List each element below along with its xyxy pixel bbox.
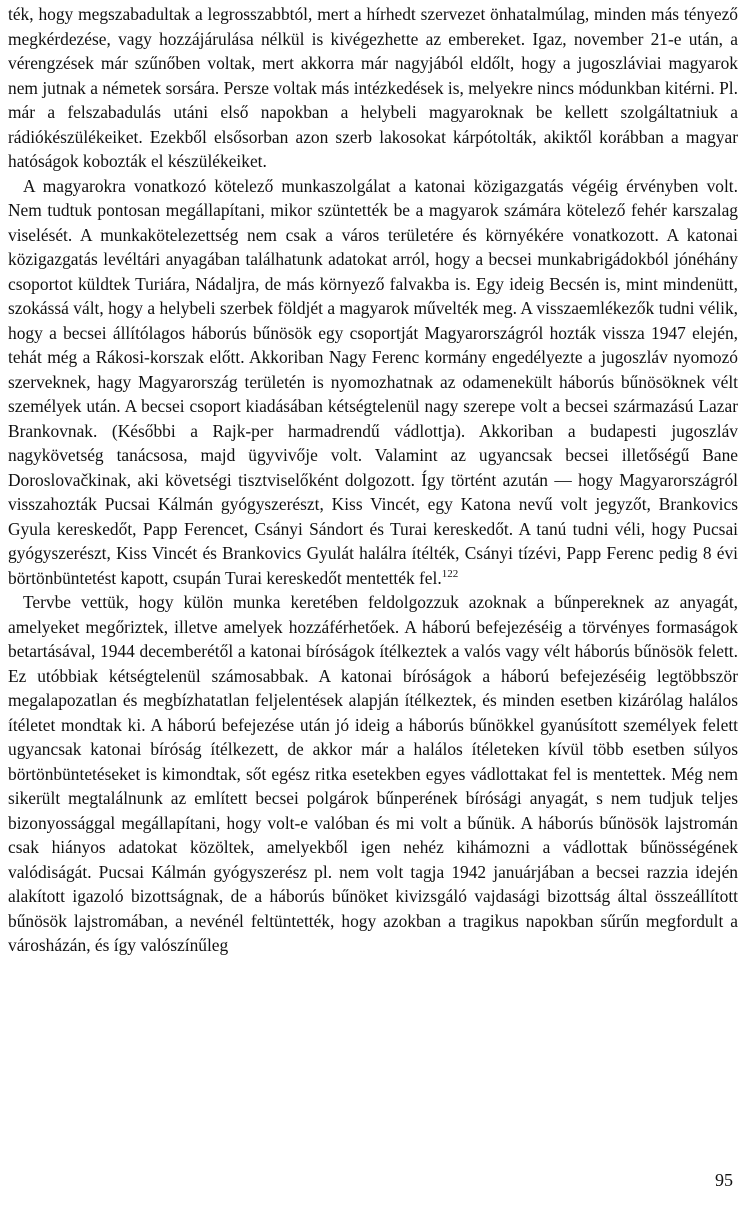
paragraph-1	[8, 2, 738, 174]
paragraph-3	[8, 590, 738, 958]
page-number: 95	[715, 1170, 733, 1190]
document-page	[8, 2, 738, 958]
paragraph-2-text: A magyarokra vonatkozó kötelező munkaszolgálat a katonai közigazgatás végéig érvényben volt. Nem tudtuk pontosan megállapítani, mikor szüntették be a magyarok számára kötelező fehér karszalag viselését. A munkakötelezettség nem csak a város területére és környékére vonatkozott. A katonai közigazgatás levéltári anyagában találhatunk adatokat arról, hogy a becsei munkabrigádokból jónéhány csoportot küldtek Turiára, Nádaljra, de más környező falvakba is. Egy ideig Becsén is, mint mindenütt, szokássá vált, hogy a helybeli szerbek földjét a magyarok művelték meg. A visszaemlékezők tudni vélik, hogy a becsei állítólagos háborús bűnösök egy csoportját Magyarországról hozták vissza 1947 elején, tehát még a Rákosi-korszak előtt. Akkoriban Nagy Ferenc kormány engedélyezte a jugoszláv nyomozó szerveknek, hagy Magyarország területén is nyomozhatnak az odamenekült háborús bűnösöknek vélt személyek után. A becsei csoport kiadásában kétségtelenül nagy szerepe volt a becsei származású Lazar Brankovnak. (Későbbi a Rajk-per harmadrendű vádlottja). Akkoriban a budapesti jugoszláv nagykövetség tanácsosa, majd ügyvivője volt. Valamint az ugyancsak becsei illetőségű Bane Doroslovačkinak, aki követségi tisztviselőként dolgozott. Így történt azután — hogy Magyarországról visszahozták Pucsai Kálmán gyógyszerészt, Kiss Vincét, egy Katona nevű volt jegyzőt, Brankovics Gyula kereskedőt, Papp Ferencet, Csányi Sándort és Turai kereskedőt. A tanú tudni véli, hogy Pucsai gyógyszerészt, Kiss Vincét és Brankovics Gyulát halálra ítélték, Csányi tízévi, Papp Ferenc pedig 8 évi börtönbüntetést kapott, csupán Turai kereskedőt mentették fel.	[8, 175, 738, 588]
paragraph-3-text: Tervbe vettük, hogy külön munka keretében feldolgozzuk azoknak a bűnpereknek az anyagát, amelyeket megőriztek, illetve amelyek hozzáférhetőek. A háború befejezéséig a törvényes formaságok betartásával, 1944 decemberétől a katonai bíróságok ítélkeztek a valós vagy vélt háborús bűnösök felett. Ez utóbbiak kétségtelenül számosabbak. A katonai bíróságok a háború befejezéséig legtöbbször megalapozatlan és megbízhatatlan feljelentések alapján ítélkeztek, és minden esetben kizárólag halálos ítéletet mondtak ki. A háború befejezése után jó ideig a háborús bűnökkel gyanúsított személyek felett ugyancsak katonai bíróság ítélkezett, de akkor már a halálos ítéleteken kívül több esetben súlyos börtönbüntetéseket is kimondtak, sőt egész ritka esetekben egyes vádlottakat fel is mentettek. Még nem sikerült megtalálnunk az említett becsei polgárok bűnperének bírósági anyagát, s nem tudjuk teljes bizonyossággal megállapítani, hogy volt-e valóban és mi volt a bűnük. A háborús bűnösök lajstromán csak hiányos adatokat közöltek, amelyekből igen nehéz kihámozni a vádlottak bűnösségének valódiságát. Pucsai Kálmán gyógyszerész pl. nem volt tagja 1942 januárjában a becsei razzia idején alakított igazoló bizottságnak, de a háborús bűnöket kivizsgáló vajdasági bizottság által összeállított bűnösök lajstromában, a nevénél feltüntették, hogy azokban a tragikus napokban sűrűn megfordult a városházán, és így valószínűleg	[8, 592, 738, 955]
paragraph-1-text: ték, hogy megszabadultak a legrosszabbtól, mert a hírhedt szervezet önhatalmúlag, minden más tényező megkérdezése, vagy hozzájárulása nélkül is kivégezhette az embereket. Igaz, november 21-e után, a vérengzések már szűnőben voltak, mert akkorra már nagyjából eldőlt, hogy a jugoszláviai magyarok nem jutnak a németek sorsára. Persze voltak más intézkedések is, melyekre nincs módunkban kitérni. Pl. már a felszabadulás utáni első napokban a helybeli magyaroknak be kellett szolgáltatniuk a rádiókészülékeiket. Ezekből elsősorban azon szerb lakosokat kárpótolták, akiktől korábban a magyar hatóságok kobozták el készülékeiket.	[8, 4, 738, 171]
footnote-marker: 122	[441, 567, 459, 580]
paragraph-2	[8, 174, 738, 591]
